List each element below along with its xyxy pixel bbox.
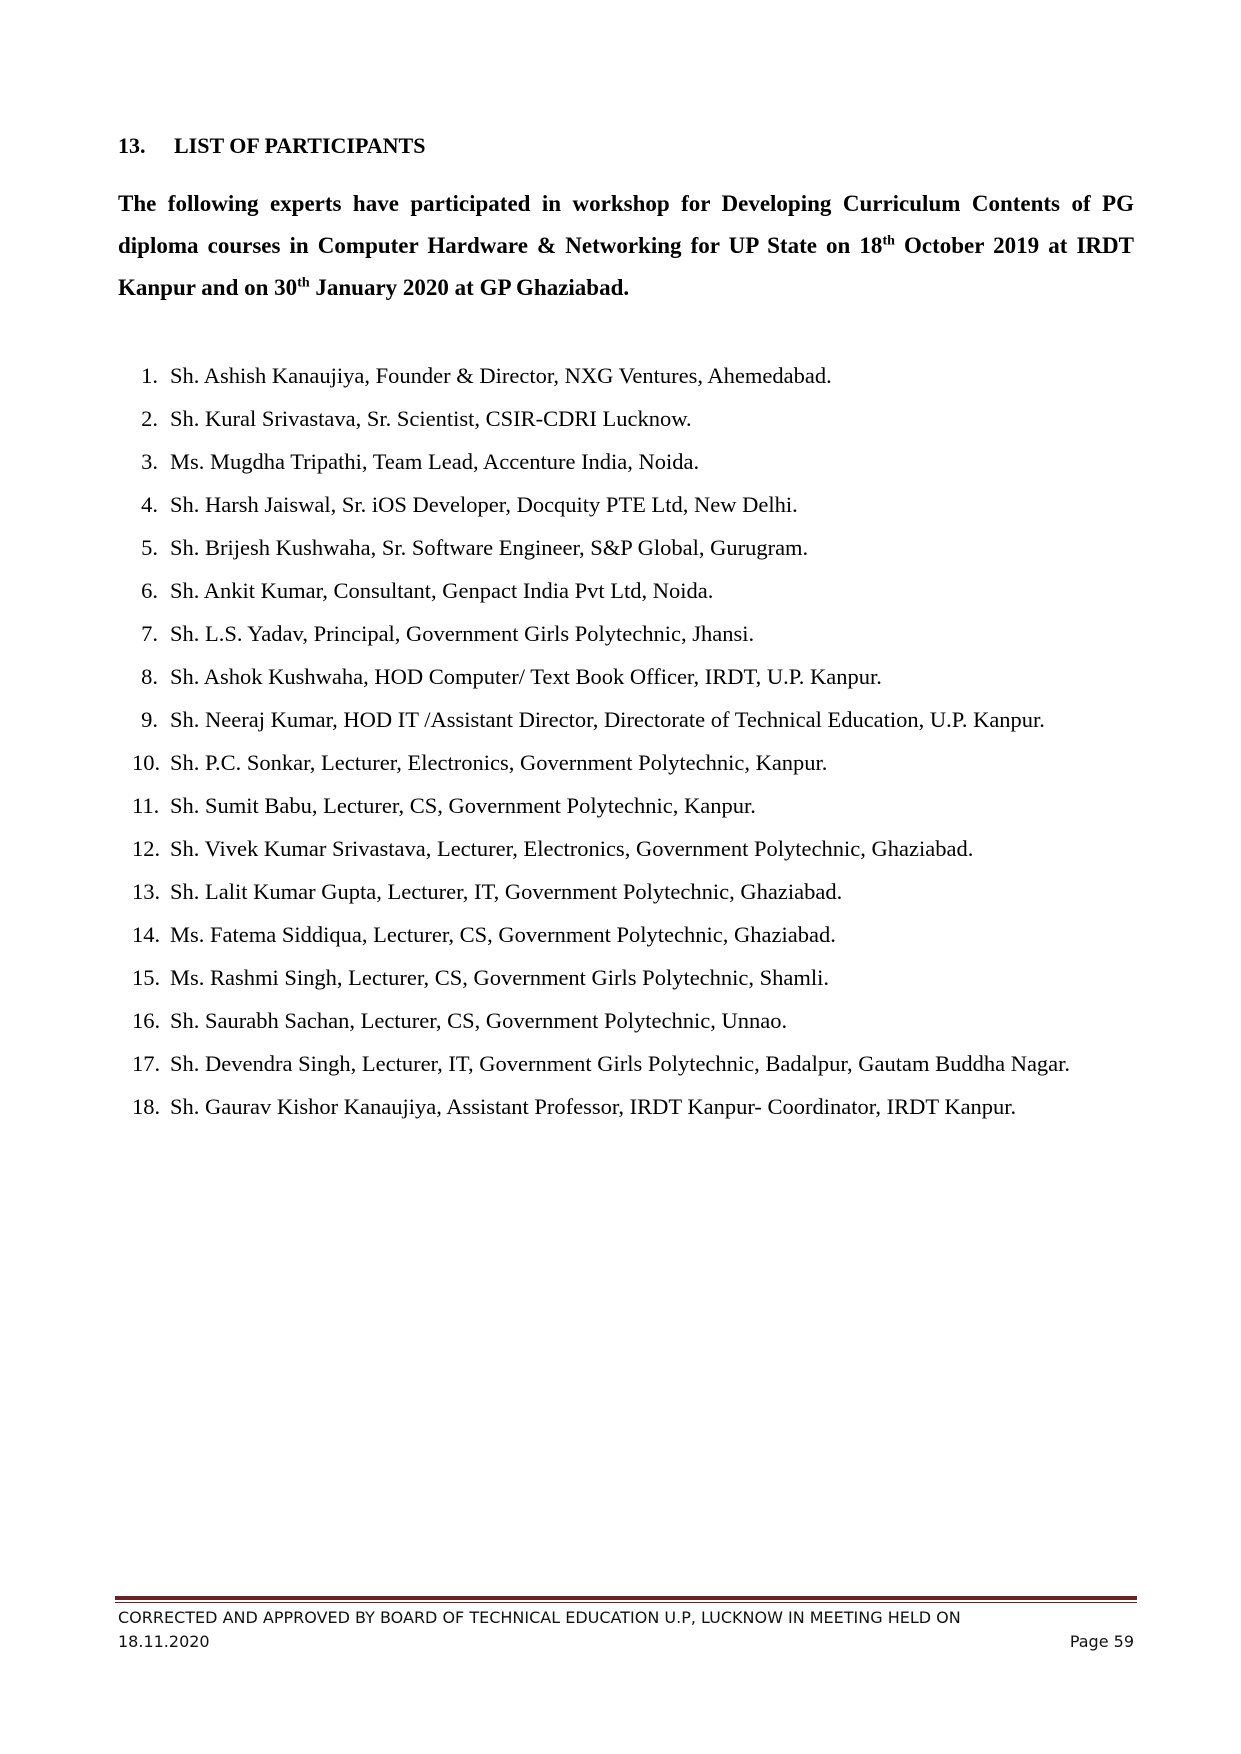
list-item-number: 16. (132, 1008, 161, 1033)
list-item (118, 999, 1134, 1042)
list-item (118, 1085, 1134, 1128)
page-footer (118, 1606, 1134, 1654)
list-item (118, 354, 1134, 397)
list-item (118, 698, 1134, 741)
list-item-text: Sh. Ashish Kanaujiya, Founder & Director, NXG Ventures, Ahemedabad. (170, 363, 832, 388)
list-item-text: Sh. L.S. Yadav, Principal, Government Girls Polytechnic, Jhansi. (170, 621, 755, 646)
list-item-text: Sh. Ashok Kushwaha, HOD Computer/ Text Book Officer, IRDT, U.P. Kanpur. (170, 664, 882, 689)
list-item-text: Sh. Kural Srivastava, Sr. Scientist, CSIR-CDRI Lucknow. (170, 406, 692, 431)
list-item-text: Sh. Brijesh Kushwaha, Sr. Software Engineer, S&P Global, Gurugram. (170, 535, 809, 560)
section-number: 13. (118, 133, 146, 158)
list-item (118, 827, 1134, 870)
list-item-text: Sh. Devendra Singh, Lecturer, IT, Government Girls Polytechnic, Badalpur, Gautam Buddha Nagar. (170, 1051, 1071, 1076)
list-item (118, 397, 1134, 440)
list-item-number: 7. (141, 621, 158, 646)
footer-approval-text: CORRECTED AND APPROVED BY BOARD OF TECHNICAL EDUCATION U.P, LUCKNOW IN MEETING HELD ON (118, 1608, 961, 1627)
list-item (118, 526, 1134, 569)
list-item (118, 483, 1134, 526)
list-item (118, 956, 1134, 999)
section-title: LIST OF PARTICIPANTS (174, 133, 426, 158)
footer-rule-thin (115, 1602, 1137, 1603)
list-item-text: Sh. Ankit Kumar, Consultant, Genpact India Pvt Ltd, Noida. (170, 578, 714, 603)
list-item-number: 4. (141, 492, 158, 517)
list-item-number: 2. (141, 406, 158, 431)
list-item-number: 18. (132, 1094, 161, 1119)
list-item (118, 440, 1134, 483)
list-item (118, 612, 1134, 655)
list-item-text: Sh. Harsh Jaiswal, Sr. iOS Developer, Docquity PTE Ltd, New Delhi. (170, 492, 798, 517)
footer-date: 18.11.2020 (118, 1632, 210, 1651)
list-item-number: 10. (132, 750, 161, 775)
footer-rule-thick (115, 1596, 1137, 1600)
list-item (118, 569, 1134, 612)
intro-text-3: January 2020 at GP Ghaziabad. (309, 275, 630, 300)
list-item-number: 14. (132, 922, 161, 947)
list-item-text: Sh. Saurabh Sachan, Lecturer, CS, Government Polytechnic, Unnao. (170, 1008, 788, 1033)
list-item-number: 6. (141, 578, 158, 603)
intro-paragraph (118, 183, 1134, 309)
list-item (118, 913, 1134, 956)
intro-text-2: October 2019 at IRDT Kanpur and on 30 (118, 233, 1134, 300)
section-heading (118, 132, 425, 160)
list-item-text: Ms. Rashmi Singh, Lecturer, CS, Government Girls Polytechnic, Shamli. (170, 965, 830, 990)
list-item-number: 3. (141, 449, 158, 474)
list-item-text: Ms. Fatema Siddiqua, Lecturer, CS, Government Polytechnic, Ghaziabad. (170, 922, 836, 947)
list-item-number: 12. (132, 836, 161, 861)
list-item (118, 1042, 1134, 1085)
list-item-text: Sh. Lalit Kumar Gupta, Lecturer, IT, Government Polytechnic, Ghaziabad. (170, 879, 843, 904)
list-item-number: 17. (132, 1051, 161, 1076)
list-item-number: 1. (141, 363, 158, 388)
intro-text-1: The following experts have participated in workshop for Developing Curriculum Contents of PG diploma courses in Computer Hardware & Networking for UP State on 18 (118, 191, 1134, 258)
list-item-text: Sh. Vivek Kumar Srivastava, Lecturer, Electronics, Government Polytechnic, Ghaziabad. (170, 836, 974, 861)
list-item-number: 5. (141, 535, 158, 560)
list-item-text: Sh. Gaurav Kishor Kanaujiya, Assistant Professor, IRDT Kanpur- Coordinator, IRDT Kanpur. (170, 1094, 1017, 1119)
list-item (118, 655, 1134, 698)
list-item (118, 870, 1134, 913)
footer-second-row (118, 1630, 1134, 1654)
list-item-number: 8. (141, 664, 158, 689)
list-item-number: 9. (141, 707, 158, 732)
list-item-text: Sh. Sumit Babu, Lecturer, CS, Government Polytechnic, Kanpur. (170, 793, 756, 818)
list-item-number: 13. (132, 879, 161, 904)
list-item (118, 741, 1134, 784)
intro-superscript-1: th (882, 233, 895, 249)
list-item-number: 15. (132, 965, 161, 990)
participants-list (118, 354, 1134, 1128)
list-item-text: Ms. Mugdha Tripathi, Team Lead, Accenture India, Noida. (170, 449, 700, 474)
list-item (118, 784, 1134, 827)
list-item-text: Sh. P.C. Sonkar, Lecturer, Electronics, Government Polytechnic, Kanpur. (170, 750, 828, 775)
list-item-text: Sh. Neeraj Kumar, HOD IT /Assistant Director, Directorate of Technical Education, U.P. Kanpur. (170, 707, 1045, 732)
list-item-number: 11. (132, 793, 160, 818)
intro-superscript-2: th (297, 275, 310, 291)
page-number: Page 59 (1069, 1632, 1134, 1651)
